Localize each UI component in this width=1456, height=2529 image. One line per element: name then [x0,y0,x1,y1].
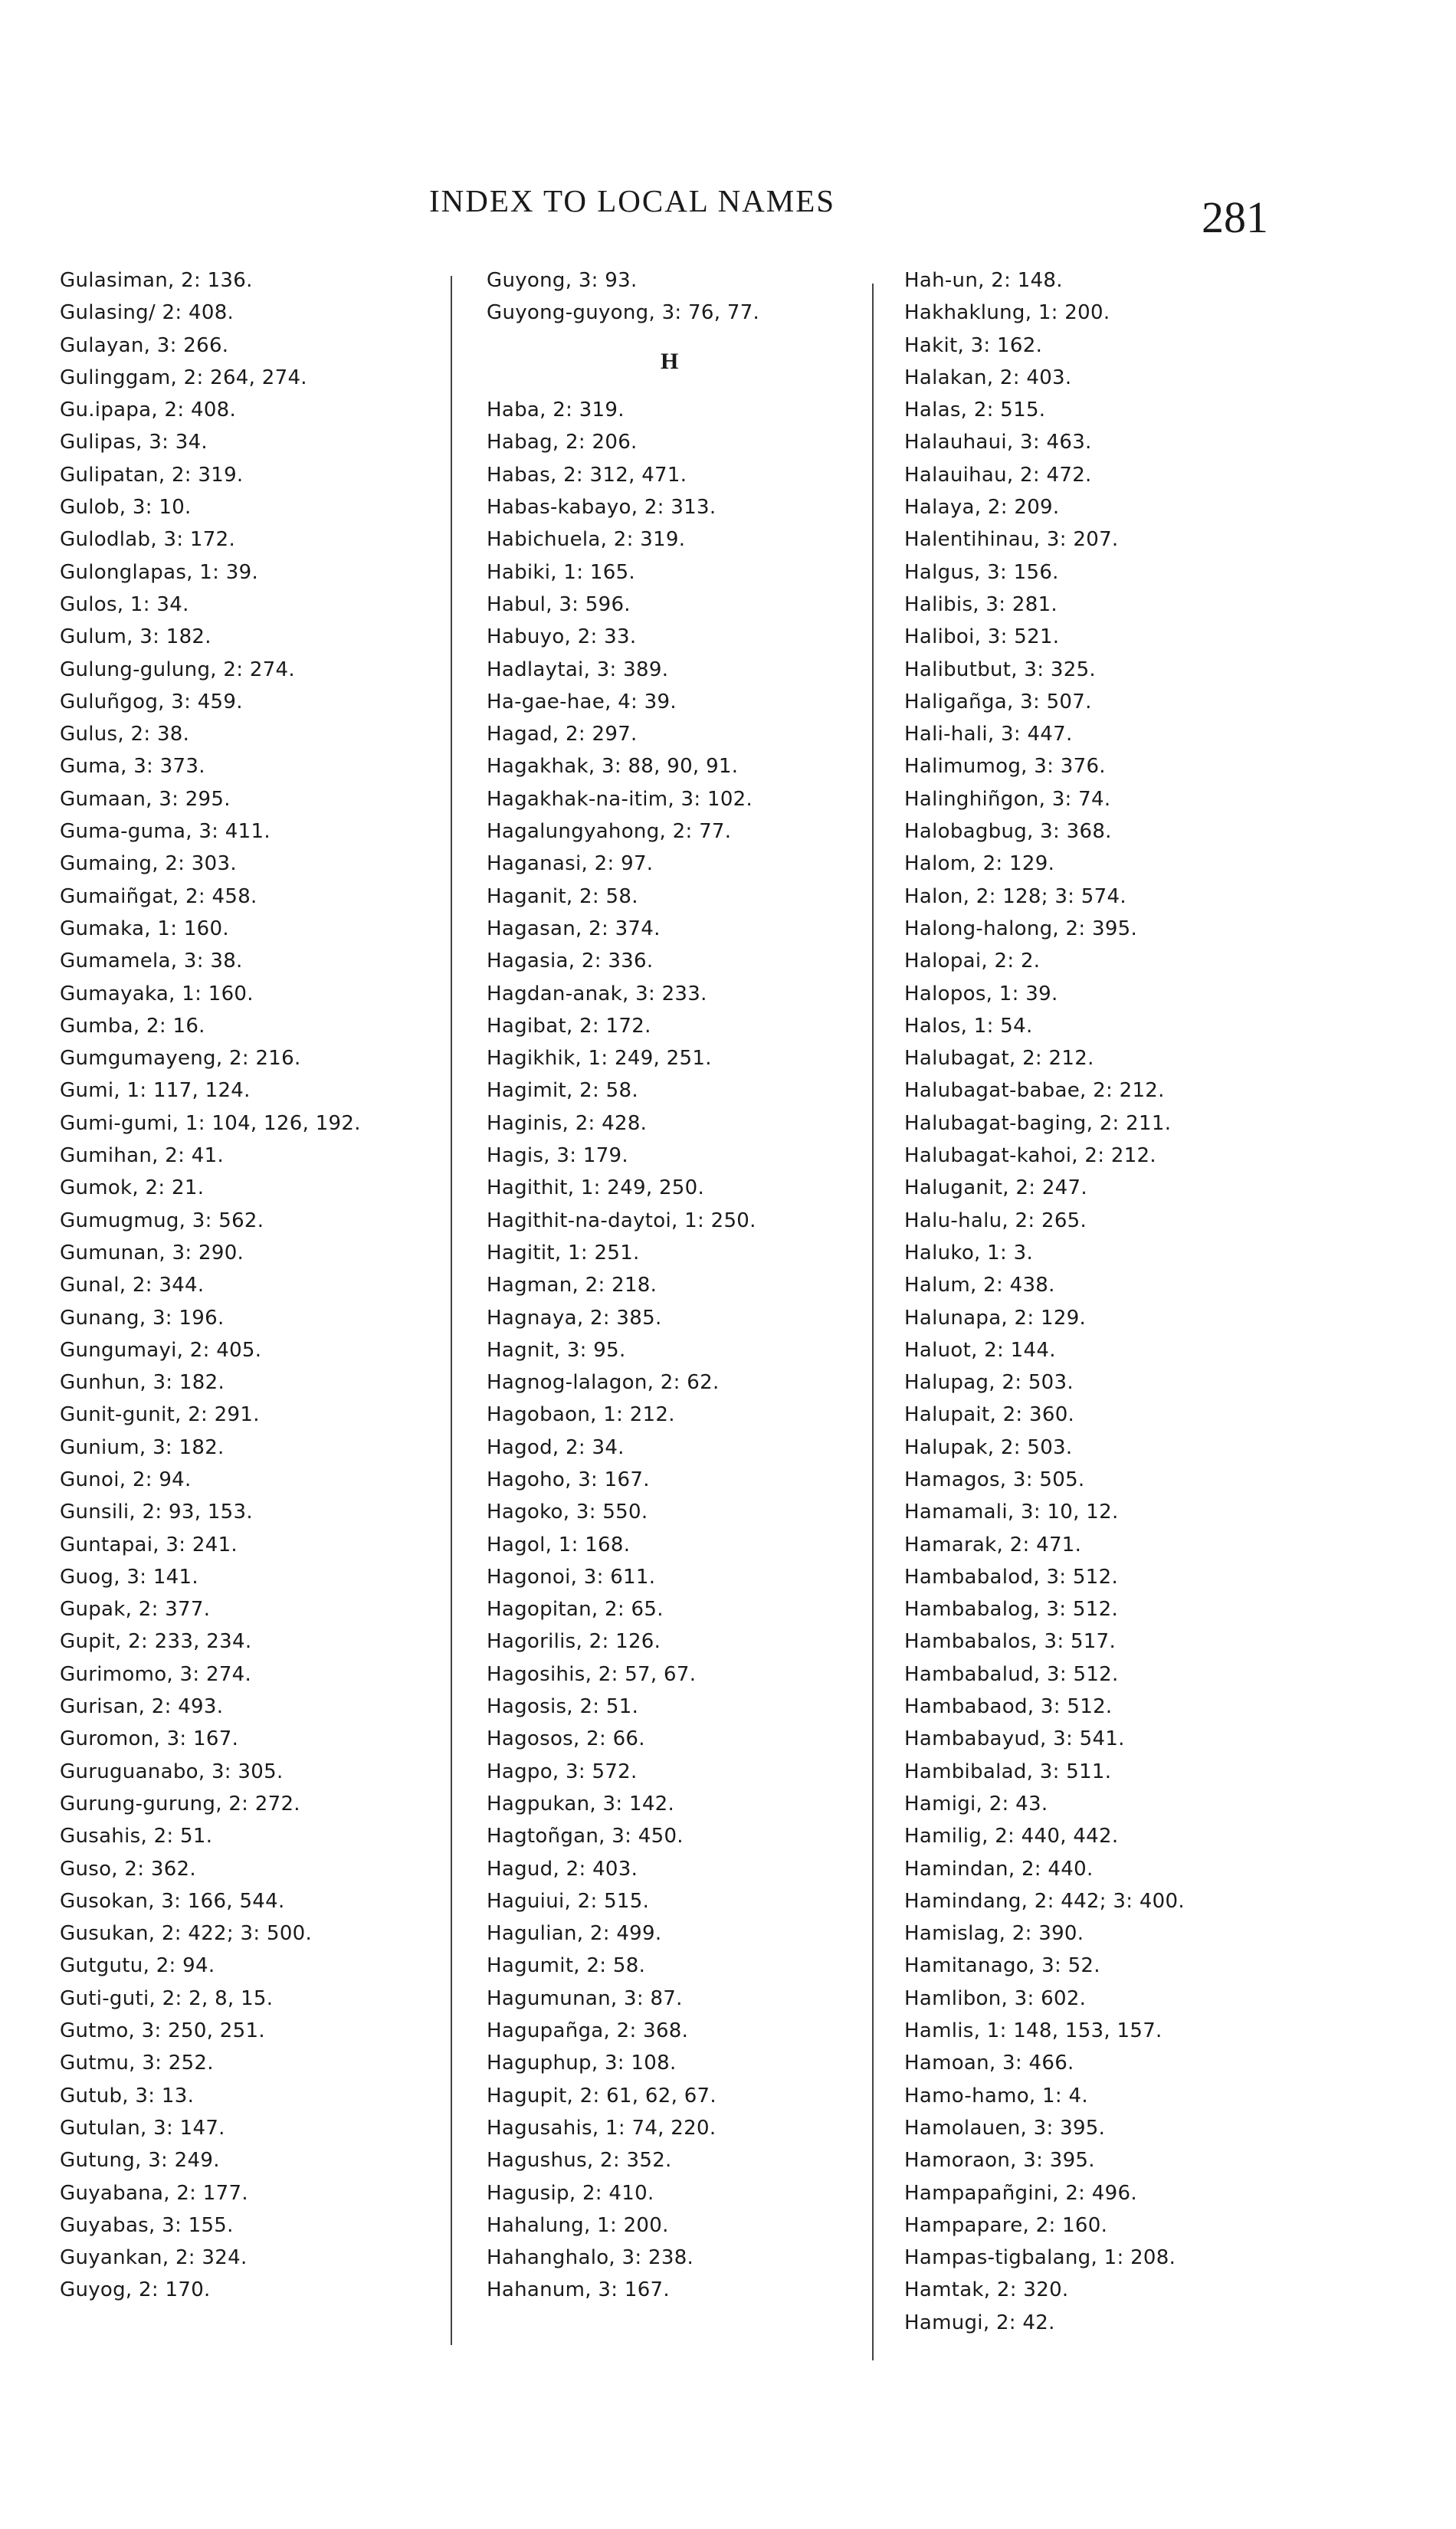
index-entry: Gulos, 1: 34. [60,592,189,616]
index-entry: Haluot, 2: 144. [904,1338,1056,1362]
index-entry: Habichuela, 2: 319. [487,528,686,552]
index-entry: Gulinggam, 2: 264, 274. [60,366,307,389]
index-entry: Hakit, 3: 162. [904,333,1043,357]
index-entry: Halimumog, 3: 376. [904,755,1106,779]
index-entry: Guromon, 3: 167. [60,1727,239,1751]
index-entry: Hagumit, 2: 58. [487,1954,646,1978]
index-entry: Gulung-gulung, 2: 274. [60,658,295,681]
index-entry: Gumamela, 3: 38. [60,950,243,973]
index-entry: Guog, 3: 141. [60,1565,198,1589]
index-entry: Halibutbut, 3: 325. [904,658,1096,681]
index-entry: Gunsili, 2: 93, 153. [60,1501,253,1524]
index-entry: Hagod, 2: 34. [487,1435,625,1459]
index-entry: Halopos, 1: 39. [904,982,1058,1005]
index-entry: Hagpukan, 3: 142. [487,1792,675,1816]
index-entry: Halom, 2: 129. [904,852,1055,876]
index-entry: Halupag, 2: 503. [904,1371,1074,1395]
index-entry: Hambabalud, 3: 512. [904,1662,1119,1686]
index-entry: Haguiui, 2: 515. [487,1889,650,1913]
index-entry: Hagman, 2: 218. [487,1274,657,1297]
index-entry: Hagorilis, 2: 126. [487,1630,661,1654]
index-entry: Hamo-hamo, 1: 4. [904,2084,1088,2108]
index-entry: Hambabayud, 3: 541. [904,1727,1125,1751]
index-entry: Gumok, 2: 21. [60,1176,205,1200]
index-entry: Guyankan, 2: 324. [60,2246,248,2270]
index-entry: Guyabas, 3: 155. [60,2213,234,2237]
index-entry: Gutmo, 3: 250, 251. [60,2019,265,2043]
index-entry: Gulipas, 3: 34. [60,431,208,454]
index-entry: Hagibat, 2: 172. [487,1014,651,1038]
index-entry: Hamoraon, 3: 395. [904,2149,1095,2173]
index-entry: Gumaing, 2: 303. [60,852,237,876]
index-entry: Hagakhak-na-itim, 3: 102. [487,787,753,811]
index-entry: Gunoi, 2: 94. [60,1468,192,1491]
index-entry: Guruguanabo, 3: 305. [60,1760,284,1783]
index-entry: Halubagat-baging, 2: 211. [904,1111,1172,1135]
index-entry: Guma, 3: 373. [60,755,205,779]
index-column-2 [487,264,759,2307]
index-entry: Gumaan, 3: 295. [60,787,231,811]
index-entry: Gupit, 2: 233, 234. [60,1630,252,1654]
index-entry: Hagis, 3: 179. [487,1144,628,1168]
index-entry: Hagpo, 3: 572. [487,1760,638,1783]
index-entry: Hahanghalo, 3: 238. [487,2246,694,2270]
index-entry: Gungumayi, 2: 405. [60,1338,262,1362]
index-entry: Gumi-gumi, 1: 104, 126, 192. [60,1111,361,1135]
index-entry: Hagakhak, 3: 88, 90, 91. [487,755,739,779]
index-entry: Hagnog-lalagon, 2: 62. [487,1371,720,1395]
index-entry: Guma-guma, 3: 411. [60,820,271,844]
index-entry: Gumaka, 1: 160. [60,917,229,940]
index-entry: Hambabaod, 3: 512. [904,1695,1113,1719]
index-entry: Guti-guti, 2: 2, 8, 15. [60,1986,274,2010]
letter-heading: H [661,348,679,374]
index-entry: Hampapare, 2: 160. [904,2213,1108,2237]
index-entry: Gutulan, 3: 147. [60,2116,225,2140]
index-entry: Hagopitan, 2: 65. [487,1598,664,1622]
index-entry: Hampapañgini, 2: 496. [904,2181,1137,2205]
index-entry: Halinghiñgon, 3: 74. [904,787,1111,811]
index-entry: Haganasi, 2: 97. [487,852,654,876]
index-entry: Gulodlab, 3: 172. [60,528,236,552]
index-entry: Gusukan, 2: 422; 3: 500. [60,1922,313,1946]
index-entry: Gumihan, 2: 41. [60,1144,225,1168]
index-entry: Halentihinau, 3: 207. [904,528,1119,552]
index-entry: Hamitanago, 3: 52. [904,1954,1100,1978]
index-entry: Gulonglapas, 1: 39. [60,560,259,584]
index-entry: Hagithit, 1: 249, 250. [487,1176,705,1200]
index-entry: Haligañga, 3: 507. [904,690,1092,713]
index-entry: Hagikhik, 1: 249, 251. [487,1047,712,1071]
index-entry: Habul, 3: 596. [487,592,631,616]
index-entry: Hamilig, 2: 440, 442. [904,1825,1119,1848]
index-entry: Gumayaka, 1: 160. [60,982,254,1005]
index-entry: Hambabalod, 3: 512. [904,1565,1119,1589]
index-entry: Gutmu, 3: 252. [60,2052,214,2075]
index-entry: Hagud, 2: 403. [487,1857,638,1881]
index-entry: Haluko, 1: 3. [904,1241,1034,1264]
index-entry: Habiki, 1: 165. [487,560,635,584]
index-entry: Hambabalog, 3: 512. [904,1598,1119,1622]
index-entry: Gutung, 3: 249. [60,2149,220,2173]
index-entry: Halos, 1: 54. [904,1014,1033,1038]
index-entry: Gutgutu, 2: 94. [60,1954,215,1978]
index-entry: Halobagbug, 3: 368. [904,820,1112,844]
index-entry: Haliboi, 3: 521. [904,625,1060,649]
index-entry: Gulasing/ 2: 408. [60,301,234,325]
index-entry: Gulasiman, 2: 136. [60,269,253,292]
index-entry: Hagithit-na-daytoi, 1: 250. [487,1209,756,1232]
index-entry: Guyong, 3: 93. [487,269,638,292]
index-entry: Gusokan, 3: 166, 544. [60,1889,285,1913]
index-entry: Gurisan, 2: 493. [60,1695,224,1719]
index-entry: Halopai, 2: 2. [904,950,1041,973]
index-entry: Hamigi, 2: 43. [904,1792,1048,1816]
index-entry: Hagosos, 2: 66. [487,1727,645,1751]
index-entry: Halum, 2: 438. [904,1274,1055,1297]
index-entry: Hagonoi, 3: 611. [487,1565,656,1589]
page-title: INDEX TO LOCAL NAMES [429,183,836,218]
index-entry: Hagad, 2: 297. [487,723,638,746]
index-entry: Halon, 2: 128; 3: 574. [904,884,1126,908]
index-entry: Hagimit, 2: 58. [487,1079,638,1103]
index-entry: Hahalung, 1: 200. [487,2213,669,2237]
index-entry: Gunhun, 3: 182. [60,1371,225,1395]
index-entry: Halgus, 3: 156. [904,560,1059,584]
index-entry: Gumi, 1: 117, 124. [60,1079,251,1103]
page-number: 281 [1202,192,1268,242]
index-entry: Habuyo, 2: 33. [487,625,637,649]
index-entry: Hambabalos, 3: 517. [904,1630,1117,1654]
index-entry: Halu-halu, 2: 265. [904,1209,1087,1232]
index-entry: Halauhaui, 3: 463. [904,431,1092,454]
index-entry: Hagulian, 2: 499. [487,1922,662,1946]
index-entry: Hagdan-anak, 3: 233. [487,982,707,1005]
index-entry: Hamislag, 2: 390. [904,1922,1084,1946]
index-entry: Hagupit, 2: 61, 62, 67. [487,2084,717,2108]
index-entry: Hagosis, 2: 51. [487,1695,639,1719]
index-entry: Halibis, 3: 281. [904,592,1058,616]
index-entry: Hamoan, 3: 466. [904,2052,1074,2075]
index-entry: Haba, 2: 319. [487,399,625,422]
index-entry: Gulipatan, 2: 319. [60,463,244,487]
index-entry: Guyog, 2: 170. [60,2278,211,2302]
index-entry: Hagnit, 3: 95. [487,1338,626,1362]
index-entry: Ha-gae-hae, 4: 39. [487,690,677,713]
index-entry: Hagalungyahong, 2: 77. [487,820,732,844]
index-entry: Hagoho, 3: 167. [487,1468,650,1491]
index-entry: Gurung-gurung, 2: 272. [60,1792,300,1816]
index-entry: Gumaiñgat, 2: 458. [60,884,257,908]
index-entry: Gu.ipapa, 2: 408. [60,399,237,422]
index-entry: Haganit, 2: 58. [487,884,638,908]
index-entry: Halauihau, 2: 472. [904,463,1092,487]
index-entry: Halupak, 2: 503. [904,1435,1073,1459]
index-entry: Gurimomo, 3: 274. [60,1662,252,1686]
index-entry: Habag, 2: 206. [487,431,638,454]
index-entry: Hamlis, 1: 148, 153, 157. [904,2019,1163,2043]
index-entry: Gutub, 3: 13. [60,2084,195,2108]
index-entry: Gumugmug, 3: 562. [60,1209,264,1232]
index-entry: Gusahis, 2: 51. [60,1825,213,1848]
index-column-3 [904,264,1185,2339]
index-entry: Gunit-gunit, 2: 291. [60,1403,260,1427]
column-divider [451,276,452,2345]
index-entry: Hali-hali, 3: 447. [904,723,1073,746]
index-entry: Gunium, 3: 182. [60,1435,225,1459]
index-entry: Guso, 2: 362. [60,1857,196,1881]
index-entry: Habas-kabayo, 2: 313. [487,496,717,520]
index-entry: Hamugi, 2: 42. [904,2311,1055,2334]
index-entry: Gulob, 3: 10. [60,496,192,520]
index-entry: Hahanum, 3: 167. [487,2278,670,2302]
index-entry: Hagobaon, 1: 212. [487,1403,675,1427]
index-entry: Hagasan, 2: 374. [487,917,661,940]
index-entry: Gulus, 2: 38. [60,723,190,746]
index-entry: Gumgumayeng, 2: 216. [60,1047,301,1071]
index-entry: Halakan, 2: 403. [904,366,1072,389]
index-entry: Gunal, 2: 344. [60,1274,205,1297]
index-entry: Hagushus, 2: 352. [487,2149,672,2173]
index-entry: Hambibalad, 3: 511. [904,1760,1112,1783]
index-entry: Halubagat-kahoi, 2: 212. [904,1144,1156,1168]
index-entry: Hamarak, 2: 471. [904,1533,1082,1556]
index-entry: Hamagos, 3: 505. [904,1468,1085,1491]
index-entry: Hagtoñgan, 3: 450. [487,1825,684,1848]
index-entry: Gumba, 2: 16. [60,1014,205,1038]
index-entry: Haginis, 2: 428. [487,1111,648,1135]
index-entry: Hagusip, 2: 410. [487,2181,654,2205]
index-entry: Hamindan, 2: 440. [904,1857,1094,1881]
index-entry: Hagoko, 3: 550. [487,1501,648,1524]
index-entry: Gunang, 3: 196. [60,1306,225,1330]
index-entry: Hagnaya, 2: 385. [487,1306,662,1330]
index-entry: Haguphup, 3: 108. [487,2052,677,2075]
column-divider [872,284,874,2360]
index-entry: Guluñgog, 3: 459. [60,690,243,713]
index-entry: Hagumunan, 3: 87. [487,1986,683,2010]
index-entry: Gupak, 2: 377. [60,1598,211,1622]
index-entry: Hampas-tigbalang, 1: 208. [904,2246,1176,2270]
index-column-1 [60,264,361,2307]
index-entry: Hagusahis, 1: 74, 220. [487,2116,717,2140]
index-entry: Habas, 2: 312, 471. [487,463,687,487]
index-entry: Gulum, 3: 182. [60,625,212,649]
index-entry: Halaya, 2: 209. [904,496,1060,520]
index-entry: Hamlibon, 3: 602. [904,1986,1087,2010]
index-entry: Halubagat-babae, 2: 212. [904,1079,1165,1103]
index-entry: Hagol, 1: 168. [487,1533,631,1556]
index-entry: Halupait, 2: 360. [904,1403,1075,1427]
index-entry: Hagasia, 2: 336. [487,950,654,973]
index-entry: Gumunan, 3: 290. [60,1241,244,1264]
index-entry: Gulayan, 3: 266. [60,333,229,357]
index-entry: Hagitit, 1: 251. [487,1241,640,1264]
index-entry: Hakhaklung, 1: 200. [904,301,1110,325]
index-entry: Haluganit, 2: 247. [904,1176,1087,1200]
index-entry: Hamtak, 2: 320. [904,2278,1069,2302]
index-entry: Guntapai, 3: 241. [60,1533,238,1556]
index-entry: Hagupañga, 2: 368. [487,2019,689,2043]
index-entry: Halas, 2: 515. [904,399,1046,422]
index-entry: Hamolauen, 3: 395. [904,2116,1106,2140]
index-entry: Hagosihis, 2: 57, 67. [487,1662,697,1686]
index-entry: Guyabana, 2: 177. [60,2181,248,2205]
index-entry: Halong-halong, 2: 395. [904,917,1138,940]
index-entry: Halubagat, 2: 212. [904,1047,1094,1071]
index-entry: Hamindang, 2: 442; 3: 400. [904,1889,1185,1913]
index-entry: Hamamali, 3: 10, 12. [904,1501,1119,1524]
index-entry: Halunapa, 2: 129. [904,1306,1087,1330]
index-entry: Hadlaytai, 3: 389. [487,658,669,681]
index-entry: Hah-un, 2: 148. [904,269,1063,292]
index-entry: Guyong-guyong, 3: 76, 77. [487,301,760,325]
